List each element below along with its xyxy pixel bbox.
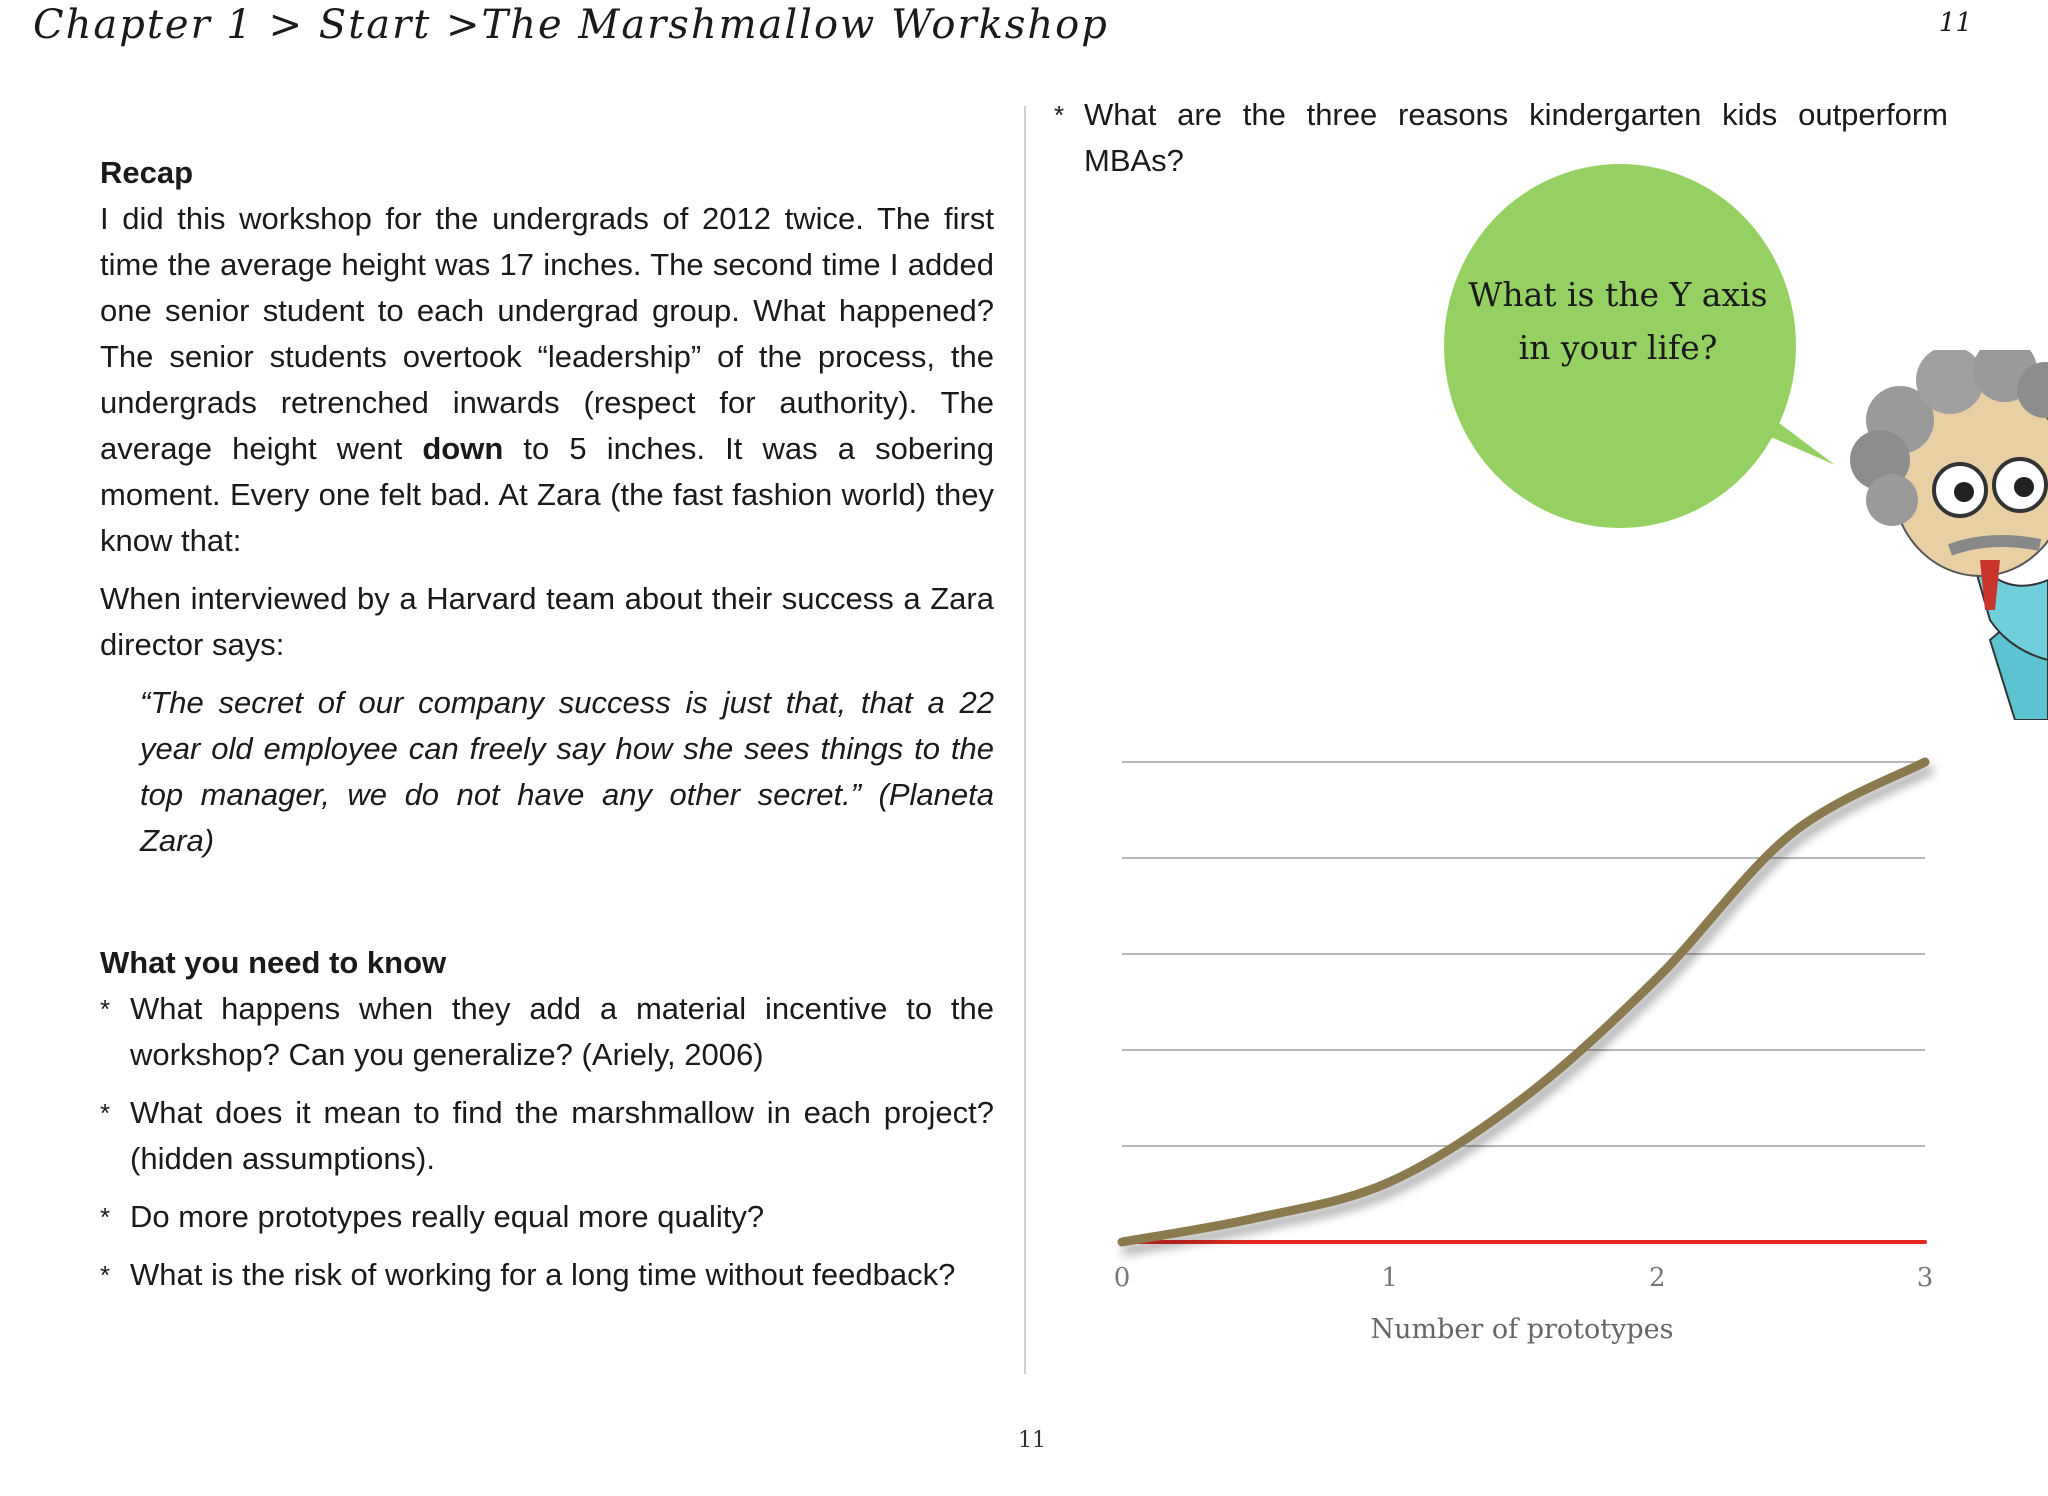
chart-x-ticks [1114,1263,1934,1293]
chapter-breadcrumb: Chapter 1 > Start >The Marshmallow Workshop [33,2,1109,48]
column-divider [1024,106,1026,1374]
bullet-icon: * [100,1260,111,1290]
growth-curve-line [1122,762,1925,1242]
x-tick-label: 1 [1381,1263,1398,1293]
x-tick-label: 0 [1113,1263,1131,1293]
professor-cartoon-icon [1840,350,2048,720]
interview-paragraph: When interviewed by a Harvard team about their success a Zara director says: [100,581,994,662]
left-column [100,150,994,1310]
prototype-chart [1080,720,1960,1360]
x-tick-label: 3 [1916,1263,1934,1293]
speech-bubble-text: What is the Y axis in your life? [1468,275,1768,367]
bullet-icon: * [100,1202,111,1232]
x-axis-label: Number of prototypes [1370,1314,1674,1345]
recap-text-a: I did this workshop for the undergrads of 2012 twice. The first time the average height was 17 inches. The second time I added one senior student to each undergrad group. What happened? The senior students overtook “leadership” of the process, the undergrads retrenched inwards (respect for authority). The average height went [100,201,994,466]
list-item [100,1090,994,1182]
list-item-text: What does it mean to find the marshmallow in each project? (hidden assumptions). [130,1095,994,1176]
list-item-text: What is the risk of working for a long time without feedback? [130,1257,956,1292]
bullet-icon: * [1054,100,1065,130]
x-tick-label: 2 [1649,1263,1666,1293]
right-question-text: What are the three reasons kindergarten kids outperform MBAs? [1084,97,1948,178]
zara-quote: “The secret of our company success is just that, that a 22 year old employee can freely say how she sees things to the top manager, we do not have any other secret.” (Planeta Zara) [140,685,994,858]
list-item-text: Do more prototypes really equal more quality? [130,1199,765,1234]
footer-page-number: 11 [1018,1428,1046,1453]
recap-text-bold: down [422,431,504,466]
list-item [100,1252,994,1298]
recap-paragraph [100,196,994,564]
know-list [100,986,994,1298]
bullet-icon: * [100,994,111,1024]
chart-series [1122,762,1925,1242]
list-item-text: What happens when they add a material incentive to the workshop? Can you generalize? (Ariely, 2006) [130,991,994,1072]
know-heading: What you need to know [100,945,447,980]
recap-heading: Recap [100,155,194,190]
recap-text-b: to 5 inches. It was a sobering moment. Every one felt bad. At Zara (the fast fashion world) they know that: [100,431,994,558]
bullet-icon: * [100,1098,111,1128]
list-item [100,986,994,1078]
list-item [100,1194,994,1240]
header-page-number: 11 [1938,8,1972,38]
